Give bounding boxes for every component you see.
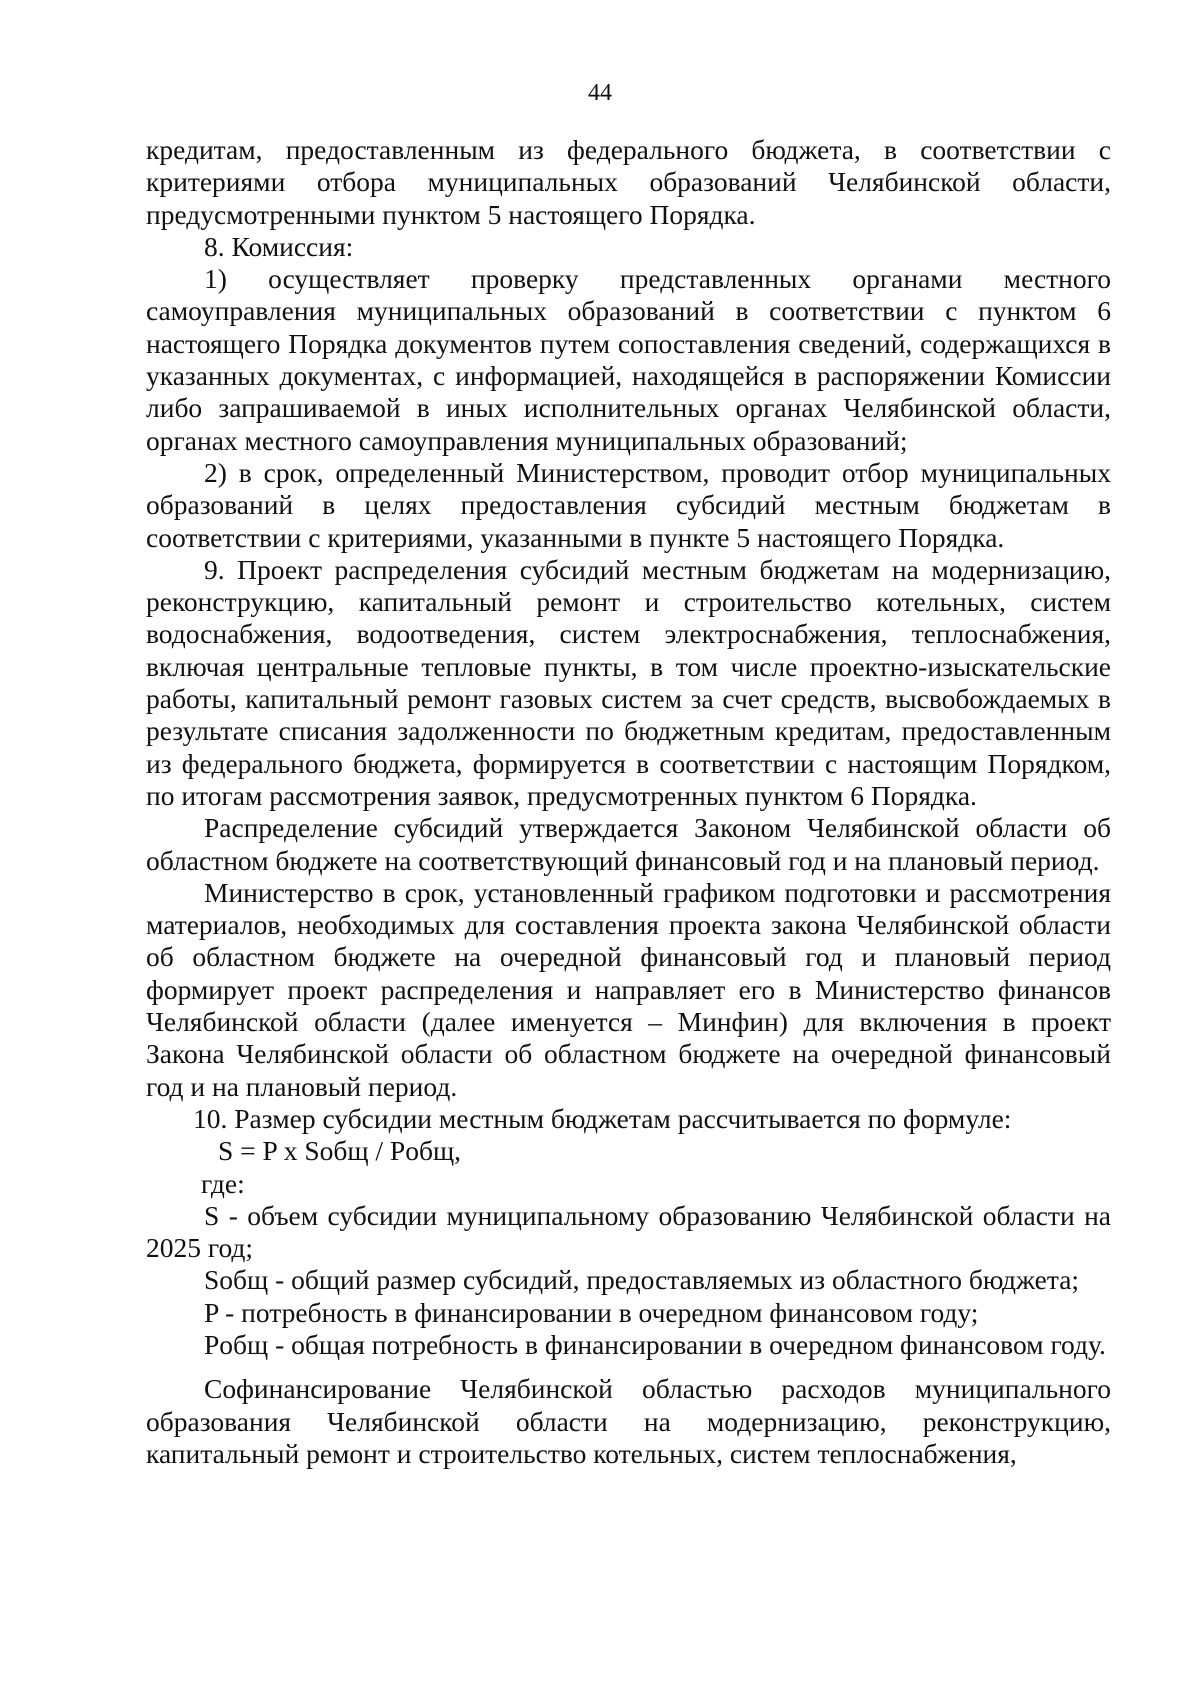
paragraph-item-8-1: 1) осуществляет проверку представленных органами местного самоуправления муниципальных образований в соответствии с пунктом 6 настоящего Порядка документов путем сопоставления сведений, содержащихся в указанных документах, с информацией, находящейся в распоряжении Комиссии либо запрашиваемой в иных исполнительных органах Челябинской области, органах местного самоуправления муниципальных образований; xyxy=(146,263,1111,456)
formula-definition-s: S - объем субсидии муниципальному образованию Челябинской области на 2025 год; xyxy=(146,1199,1111,1264)
paragraph-item-10: 10. Размер субсидии местным бюджетам рассчитывается по формуле: xyxy=(193,1102,1012,1134)
paragraph-item-9: 9. Проект распределения субсидий местным бюджетам на модернизацию, реконструкцию, капитальный ремонт и строительство котельных, систем водоснабжения, водоотведения, систем электроснабжения, теплоснабжения, включая центральные тепловые пункты, в том числе проектно-изыскательские работы, капитальный ремонт газовых систем за счет средств, высвобождаемых в результате списания задолженности по бюджетным кредитам, предоставленным из федерального бюджета, формируется в соответствии с настоящим Порядком, по итогам рассмотрения заявок, предусмотренных пунктом 6 Порядка. xyxy=(146,553,1111,811)
formula-definition-s-total: Sобщ - общий размер субсидий, предоставляемых из областного бюджета; xyxy=(204,1264,1080,1296)
paragraph-cofinancing: Софинансирование Челябинской областью расходов муниципального образования Челябинской области на модернизацию, реконструкцию, капитальный ремонт и строительство котельных, систем теплоснабжения, xyxy=(146,1373,1111,1469)
document-body xyxy=(146,134,1111,1470)
formula-where-label: где: xyxy=(201,1167,245,1199)
paragraph-distribution-approval: Распределение субсидий утверждается Законом Челябинской области об областном бюджете на соответствующий финансовый год и на плановый период. xyxy=(146,812,1111,876)
paragraph-item-8-2: 2) в срок, определенный Министерством, проводит отбор муниципальных образований в целях предоставления субсидий местным бюджетам в соответствии с критериями, указанными в пункте 5 настоящего Порядка. xyxy=(146,456,1111,553)
page-number: 44 xyxy=(588,80,612,106)
paragraph-continuation: кредитам, предоставленным из федерального бюджета, в соответствии с критериями отбора муниципальных образований Челябинской области, предусмотренными пунктом 5 настоящего Порядка. xyxy=(146,134,1111,230)
formula-definition-p: P - потребность в финансировании в очередном финансовом году; xyxy=(204,1296,979,1328)
formula: S = P x Sобщ / Pобщ, xyxy=(218,1135,462,1167)
paragraph-ministry-procedure: Министерство в срок, установленный графиком подготовки и рассмотрения материалов, необходимых для составления проекта закона Челябинской области об областном бюджете на очередной финансовый год и плановый период формирует проект распределения и направляет его в Министерство финансов Челябинской области (далее именуется – Минфин) для включения в проект Закона Челябинской области об областном бюджете на очередной финансовый год и на плановый период. xyxy=(146,876,1111,1102)
formula-definition-p-total: Pобщ - общая потребность в финансировании в очередном финансовом году. xyxy=(204,1328,1106,1360)
paragraph-item-8-heading: 8. Комиссия: xyxy=(204,230,354,262)
